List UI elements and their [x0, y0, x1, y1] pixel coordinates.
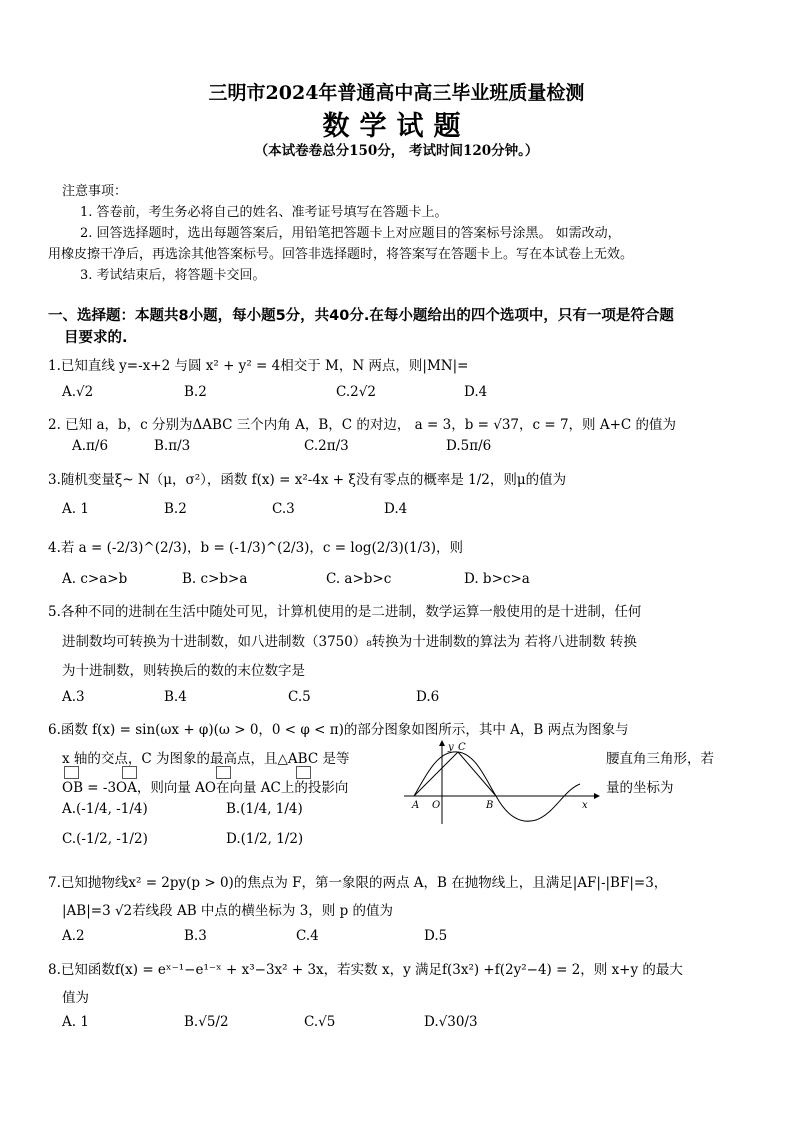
segment-ac: [414, 752, 458, 796]
q8-option-a: A. 1: [62, 1014, 89, 1030]
q6-line-3: OB = -3OA，则向量 AO在向量 AC上的投影向: [62, 780, 349, 796]
q7-option-b: B.3: [184, 928, 207, 944]
notice-item-1: 1. 答卷前，考生务必将自己的姓名、准考证号填写在答题卡上。: [80, 205, 448, 220]
q1-option-b: B.2: [184, 384, 207, 400]
q6-option-b: B.(1/4, 1/4): [226, 801, 303, 817]
q8-option-d: D.√30/3: [424, 1014, 478, 1030]
q7-option-a: A.2: [62, 928, 85, 944]
q7-line-1: 7.已知抛物线x² = 2py(p > 0)的焦点为 F，第一象限的两点 A，B 在抛物线上，且满足|AF|-|BF|=3，: [48, 875, 668, 891]
q1-stem: 1.已知直线 y=-x+2 与圆 x² + y² = 4相交于 M，N 两点，则|MN|=: [48, 358, 469, 374]
q6-line-3-right: 量的坐标为: [606, 780, 674, 796]
q7-option-d: D.5: [424, 928, 448, 944]
label-y: y: [448, 742, 454, 753]
q1-option-a: A.√2: [62, 384, 94, 400]
section-heading-cont: 目要求的.: [64, 330, 128, 346]
q5-option-c: C.5: [288, 689, 311, 705]
label-b: B: [486, 800, 494, 811]
q4-option-d: D. b>c>a: [464, 571, 530, 587]
q3-option-b: B.2: [164, 501, 187, 517]
q4-option-a: A. c>a>b: [62, 571, 128, 587]
sine-graph: [404, 740, 600, 826]
q3-option-c: C.3: [272, 501, 295, 517]
q6-line-2-right: 腰直角三角形，若: [606, 751, 714, 767]
q8-line-1: 8.已知函数f(x) = eˣ⁻¹−e¹⁻ˣ + x³−3x² + 3x，若实数 x，y 满足f(3x²) +f(2y²−4) = 2，则 x+y 的最大: [48, 962, 683, 978]
label-o: O: [432, 800, 441, 811]
q4-stem: 4.若 a = (-2/3)^(2/3)，b = (-1/3)^(2/3)，c = log(2/3)(1/3)，则: [48, 540, 463, 556]
q8-option-b: B.√5/2: [184, 1014, 229, 1030]
notice-item-2-cont: 用橡皮擦干净后，再选涂其他答案标号。回答非选择题时，将答案写在答题卡上。写在本试卷上无效。: [48, 247, 634, 262]
q2-stem: 2. 已知 a，b，c 分别为ΔABC 三个内角 A，B，C 的对边， a = 3，b = √37，c = 7，则 A+C 的值为: [48, 417, 677, 433]
y-axis-arrow: [439, 740, 445, 746]
q4-option-b: B. c>b>a: [182, 571, 248, 587]
q2-option-b: B.π/3: [154, 438, 191, 454]
q5-option-a: A.3: [62, 689, 85, 705]
notice-item-3: 3. 考试结束后，将答题卡交回。: [80, 268, 266, 283]
q3-option-a: A. 1: [62, 501, 89, 517]
q7-line-2: |AB|=3 √2若线段 AB 中点的横坐标为 3，则 p 的值为: [62, 903, 394, 919]
segment-cb: [458, 752, 496, 796]
notice-heading: 注意事项：: [62, 184, 128, 199]
q8-option-c: C.√5: [304, 1014, 336, 1030]
q1-option-d: D.4: [464, 384, 488, 400]
section-heading: 一、选择题：本题共8小题，每小题5分，共40分.在每小题给出的四个选项中，只有一项是符合题: [48, 308, 674, 324]
q7-option-c: C.4: [296, 928, 319, 944]
q5-line-2: 进制数均可转换为十进制数，如八进制数（3750）₈转换为十进制数的算法为 若将八进制数 转换: [62, 634, 637, 650]
q5-line-1: 5.各种不同的进制在生活中随处可见，计算机使用的是二进制，数学运算一般使用的是十进制，任何: [48, 604, 642, 620]
q1-option-c: C.2√2: [336, 384, 376, 400]
x-axis-arrow: [594, 793, 600, 799]
label-x: x: [582, 800, 588, 811]
q6-option-c: C.(-1/2, -1/2): [62, 831, 148, 847]
q6-option-a: A.(-1/4, -1/4): [62, 801, 148, 817]
subject-title: 数学试题: [322, 111, 471, 142]
q6-option-d: D.(1/2, 1/2): [226, 831, 304, 847]
q6-line-1: 6.函数 f(x) = sin(ωx + φ)(ω > 0，0 < φ < π)的部分图象如图所示，其中 A，B 两点为图象与: [48, 722, 629, 738]
notice-item-2: 2. 回答选择题时，选出每题答案后，用铅笔把答题卡上对应题目的答案标号涂黑。 如需改动，: [80, 226, 621, 241]
exam-info: （本试卷卷总分150分， 考试时间120分钟。）: [254, 143, 539, 159]
q3-option-d: D.4: [384, 501, 408, 517]
q2-option-c: C.2π/3: [304, 438, 349, 454]
q4-option-c: C. a>b>c: [326, 571, 392, 587]
label-c: C: [458, 742, 466, 753]
q5-option-d: D.6: [416, 689, 440, 705]
q8-line-2: 值为: [62, 990, 89, 1006]
label-a: A: [412, 800, 420, 811]
q2-option-d: D.5π/6: [446, 438, 492, 454]
q6-line-2: x 轴的交点，C 为图象的最高点，且△ABC 是等: [62, 751, 350, 767]
q2-option-a: A.π/6: [72, 438, 109, 454]
q5-line-3: 为十进制数，则转换后的数的末位数字是: [62, 663, 305, 679]
q3-stem: 3.随机变量ξ~ N（μ，σ²），函数 f(x) = x²-4x + ξ没有零点的概率是 1/2，则μ的值为: [48, 472, 567, 488]
q5-option-b: B.4: [164, 689, 187, 705]
exam-title: 三明市2024年普通高中高三毕业班质量检测: [208, 82, 585, 104]
